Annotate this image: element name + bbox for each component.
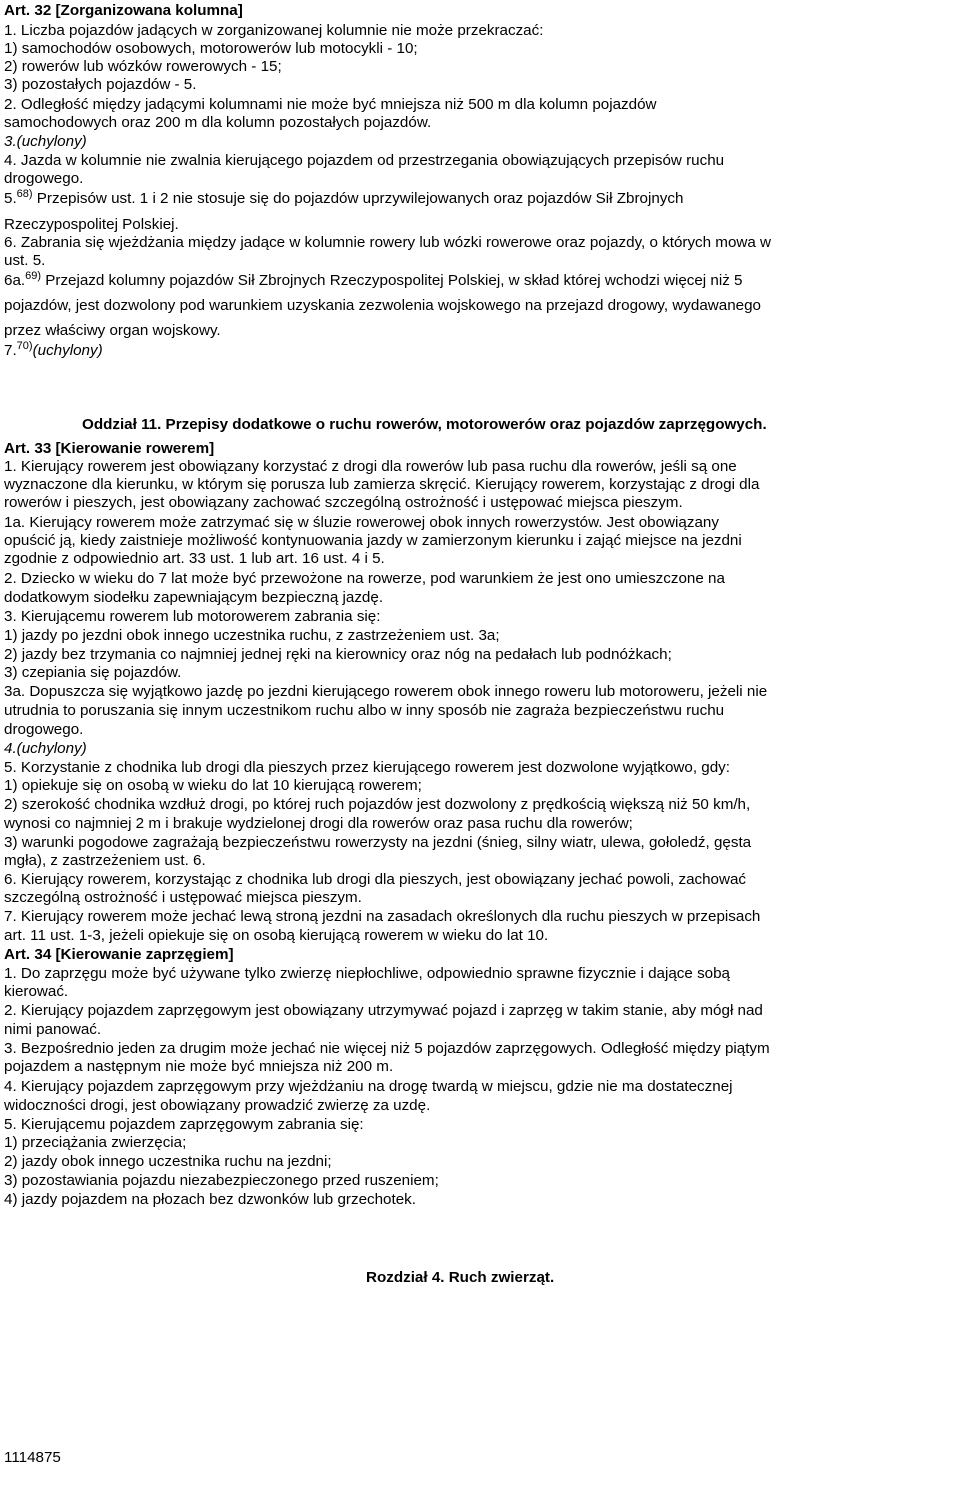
paragraph-line: 5. Kierującemu pojazdem zaprzęgowym zabrania się: (4, 1116, 364, 1133)
list-item: 1) samochodów osobowych, motorowerów lub motocykli - 10; (4, 40, 418, 57)
paragraph-line: 2. Odległość między jadącymi kolumnami nie może być mniejsza niż 500 m dla kolumn pojazdów (4, 96, 657, 113)
paragraph-text: Przepisów ust. 1 i 2 nie stosuje się do pojazdów uprzywilejowanych oraz pojazdów Sił Zbrojnych (32, 190, 684, 207)
paragraph-line: 1a. Kierujący rowerem może zatrzymać się w śluzie rowerowej obok innych rowerzystów. Jest obowiązany (4, 514, 719, 531)
paragraph-line: 3.(uchylony) (4, 133, 87, 150)
list-item: 1) opiekuje się on osobą w wieku do lat 10 kierującą rowerem; (4, 777, 422, 794)
paragraph-line: kierować. (4, 983, 69, 1000)
paragraph-line: 3a. Dopuszcza się wyjątkowo jazdę po jezdni kierującego rowerem obok innego roweru lub motoroweru, jeżeli nie (4, 683, 768, 700)
paragraph-line: 2. Dziecko w wieku do 7 lat może być przewożone na rowerze, pod warunkiem że jest ono umieszczone na (4, 570, 725, 587)
paragraph-line: przez właściwy organ wojskowy. (4, 322, 221, 339)
paragraph-line: 4. Kierujący pojazdem zaprzęgowym przy wjeżdżaniu na drogę twardą w miejscu, gdzie nie ma dostatecznej (4, 1078, 733, 1095)
list-item: 2) jazdy bez trzymania co najmniej jednej ręki na kierownicy oraz nóg na pedałach lub podnóżkach; (4, 646, 672, 663)
article-heading: Art. 32 [Zorganizowana kolumna] (4, 2, 243, 19)
paragraph-text: (uchylony) (32, 342, 103, 359)
paragraph-number: 7. (4, 342, 17, 359)
list-item: 3) pozostałych pojazdów - 5. (4, 76, 197, 93)
list-item: 3) warunki pogodowe zagrażają bezpieczeństwu rowerzysty na jezdni (śnieg, silny wiatr, ulewa, gołoledź, gęsta (4, 834, 752, 851)
paragraph-line: 1. Liczba pojazdów jadących w zorganizowanej kolumnie nie może przekraczać: (4, 22, 544, 39)
paragraph-line: 6. Kierujący rowerem, korzystając z chodnika lub drogi dla pieszych, jest obowiązany jechać powoli, zachować (4, 871, 747, 888)
footnote-ref: 69) (25, 270, 42, 282)
list-item: 2) rowerów lub wózków rowerowych - 15; (4, 58, 282, 75)
list-item: 1) jazdy po jezdni obok innego uczestnika ruchu, z zastrzeżeniem ust. 3a; (4, 627, 500, 644)
paragraph-line (4, 342, 103, 361)
paragraph-line: opuścić ją, kiedy zaistnieje możliwość kontynuowania jazdy w zamierzonym kierunku i zająć miejsce na jezdni (4, 532, 742, 549)
paragraph-line: Rzeczypospolitej Polskiej. (4, 216, 179, 233)
paragraph-line: wynosi co najmniej 2 m i brakuje wydzielonej drogi dla rowerów oraz pasa ruchu dla rowerów; (4, 815, 633, 832)
paragraph-line: 4.(uchylony) (4, 740, 87, 757)
paragraph-line: dodatkowym siodełku zapewniającym bezpieczną jazdę. (4, 589, 384, 606)
paragraph-line (4, 272, 742, 291)
paragraph-line: pojazdem a następnym nie może być mniejsza niż 200 m. (4, 1058, 394, 1075)
list-item: 4) jazdy pojazdem na płozach bez dzwonków lub grzechotek. (4, 1191, 416, 1208)
article-heading: Art. 33 [Kierowanie rowerem] (4, 440, 215, 457)
paragraph-line: nimi panować. (4, 1021, 102, 1038)
paragraph-line: widoczności drogi, jest obowiązany prowadzić zwierzę za uzdę. (4, 1097, 431, 1114)
paragraph-line: samochodowych oraz 200 m dla kolumn pozostałych pojazdów. (4, 114, 432, 131)
division-title: Oddział 11. Przepisy dodatkowe o ruchu rowerów, motorowerów oraz pojazdów zaprzęgowych. (82, 416, 767, 433)
paragraph-line: 1. Do zaprzęgu może być używane tylko zwierzę niepłochliwe, odpowiednio sprawne fizycznie i dające sobą (4, 965, 731, 982)
paragraph-line (4, 190, 683, 209)
paragraph-line: 7. Kierujący rowerem może jechać lewą stroną jezdni na zasadach określonych dla ruchu pieszych w przepisach (4, 908, 761, 925)
paragraph-line: 4. Jazda w kolumnie nie zwalnia kierującego pojazdem od przestrzegania obowiązujących przepisów ruchu (4, 152, 725, 169)
paragraph-line: 3. Bezpośrednio jeden za drugim może jechać nie więcej niż 5 pojazdów zaprzęgowych. Odległość między piątym (4, 1040, 770, 1057)
paragraph-line: drogowego. (4, 170, 84, 187)
paragraph-line: 6. Zabrania się wjeżdżania między jadące w kolumnie rowery lub wózki rowerowe oraz pojazdy, o których mowa w (4, 234, 772, 251)
paragraph-line: 2. Kierujący pojazdem zaprzęgowym jest obowiązany utrzymywać pojazd i zaprzęg w takim stanie, aby mógł nad (4, 1002, 763, 1019)
list-item: 2) szerokość chodnika wzdłuż drogi, po której ruch pojazdów jest dozwolony z prędkością większą niż 50 km/h, (4, 796, 751, 813)
footnote-ref: 70) (16, 340, 33, 352)
paragraph-line: ust. 5. (4, 252, 46, 269)
paragraph-line: 5. Korzystanie z chodnika lub drogi dla pieszych przez kierującego rowerem jest dozwolone wyjątkowo, gdy: (4, 759, 730, 776)
paragraph-line: rowerów i pieszych, jest obowiązany zachować szczególną ostrożność i ustępować miejsca pieszym. (4, 494, 683, 511)
paragraph-line: szczególną ostrożność i ustępować miejsca pieszym. (4, 889, 362, 906)
paragraph-line: art. 11 ust. 1-3, jeżeli opiekuje się on osobą kierującą rowerem w wieku do lat 10. (4, 927, 549, 944)
chapter-title: Rozdział 4. Ruch zwierząt. (366, 1269, 555, 1286)
paragraph-line: utrudnia to poruszania się innym uczestnikom ruchu albo w inny sposób nie zagraża bezpieczeństwu ruchu (4, 702, 725, 719)
paragraph-line: drogowego. (4, 721, 84, 738)
list-item: 3) pozostawiania pojazdu niezabezpieczonego przed ruszeniem; (4, 1172, 439, 1189)
paragraph-line: 1. Kierujący rowerem jest obowiązany korzystać z drogi dla rowerów lub pasa ruchu dla rowerów, jeśli są one (4, 458, 737, 475)
paragraph-line: wyznaczone dla kierunku, w którym się porusza lub zamierza skręcić. Kierujący rowerem, korzystając z drogi dla (4, 476, 760, 493)
paragraph-line: mgła), z zastrzeżeniem ust. 6. (4, 852, 206, 869)
paragraph-line: zgodnie z odpowiednio art. 33 ust. 1 lub art. 16 ust. 4 i 5. (4, 550, 385, 567)
paragraph-line: 3. Kierującemu rowerem lub motorowerem zabrania się: (4, 608, 381, 625)
list-item: 2) jazdy obok innego uczestnika ruchu na jezdni; (4, 1153, 332, 1170)
list-item: 3) czepiania się pojazdów. (4, 664, 182, 681)
article-heading: Art. 34 [Kierowanie zaprzęgiem] (4, 946, 234, 963)
paragraph-number: 5. (4, 190, 17, 207)
paragraph-number: 6a. (4, 272, 26, 289)
paragraph-line: pojazdów, jest dozwolony pod warunkiem uzyskania zezwolenia wojskowego na przejazd drogowy, wydawanego (4, 297, 761, 314)
document-id: 1114875 (4, 1449, 61, 1466)
list-item: 1) przeciążania zwierzęcia; (4, 1134, 187, 1151)
footnote-ref: 68) (16, 188, 33, 200)
paragraph-text: Przejazd kolumny pojazdów Sił Zbrojnych Rzeczypospolitej Polskiej, w skład której wchodzi więcej niż 5 (41, 272, 743, 289)
